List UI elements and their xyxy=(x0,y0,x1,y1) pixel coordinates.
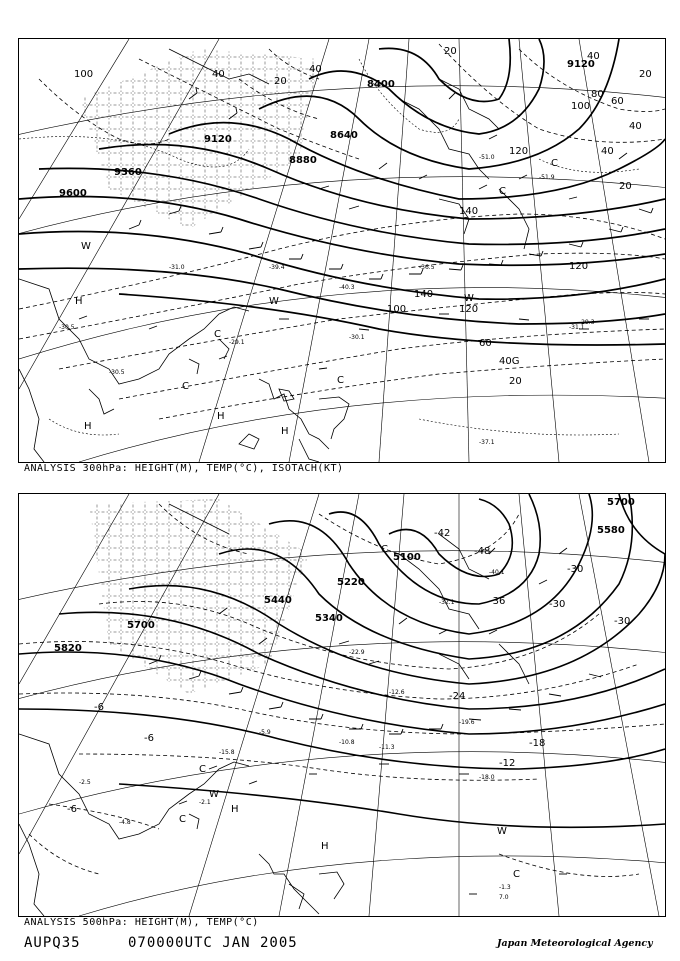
isotach-label: 100 xyxy=(387,304,407,315)
center-marker: H xyxy=(231,804,239,815)
svg-text:-40.1: -40.1 xyxy=(489,569,505,576)
svg-text:-4.8: -4.8 xyxy=(119,819,131,826)
isotach-label: 20 xyxy=(509,376,522,387)
center-marker: W xyxy=(269,296,279,307)
svg-text:-36.5: -36.5 xyxy=(419,264,435,271)
svg-text:-5.9: -5.9 xyxy=(259,729,271,736)
svg-text:-30.5: -30.5 xyxy=(109,369,125,376)
height-label: 5100 xyxy=(393,552,421,563)
isotach-label: 140 xyxy=(459,206,479,217)
height-label: 5700 xyxy=(607,497,635,508)
center-marker: C xyxy=(551,158,558,169)
isotach-label: 40 xyxy=(212,69,225,80)
agency-name: Japan Meteorological Agency xyxy=(497,938,653,949)
svg-text:-51.9: -51.9 xyxy=(539,174,555,181)
height-label: 9360 xyxy=(114,167,142,178)
center-marker: C xyxy=(179,814,186,825)
height-label: 9120 xyxy=(567,59,595,70)
svg-text:-32.1: -32.1 xyxy=(439,599,455,606)
isotach-label: 100 xyxy=(571,101,591,112)
height-label: 5440 xyxy=(264,595,292,606)
isotach-label: 20 xyxy=(274,76,287,87)
map-caption-500hpa: ANALYSIS 500hPa: HEIGHT(M), TEMP(°C) xyxy=(24,917,259,928)
svg-text:7.0: 7.0 xyxy=(499,894,509,901)
isotach-label: 20 xyxy=(639,69,652,80)
isotach-label: 120 xyxy=(509,146,529,157)
analysis-map-300hpa xyxy=(18,38,666,463)
center-marker: H xyxy=(321,841,329,852)
isotach-label: 120 xyxy=(569,261,589,272)
svg-text:-2.5: -2.5 xyxy=(79,779,91,786)
temp-label: -48 xyxy=(474,546,491,557)
svg-text:-19.6: -19.6 xyxy=(459,719,475,726)
svg-text:-37.1: -37.1 xyxy=(479,439,495,446)
height-label: 8880 xyxy=(289,155,317,166)
center-marker: C xyxy=(214,329,221,340)
center-marker: C xyxy=(381,544,388,555)
height-label: 5700 xyxy=(127,620,155,631)
center-marker: C xyxy=(499,186,506,197)
svg-text:-2.1: -2.1 xyxy=(199,799,211,806)
temp-label: -36 xyxy=(489,596,506,607)
isotach-label: 100 xyxy=(74,69,94,80)
svg-text:-1.3: -1.3 xyxy=(499,884,511,891)
height-label: 8640 xyxy=(330,130,358,141)
analysis-map-500hpa xyxy=(18,493,666,917)
map-500hpa-canvas xyxy=(19,494,665,916)
center-marker: W xyxy=(464,293,474,304)
svg-text:-15.8: -15.8 xyxy=(219,749,235,756)
isotach-label: 40 xyxy=(309,64,322,75)
center-marker: C xyxy=(199,764,206,775)
svg-text:-31.1: -31.1 xyxy=(569,324,585,331)
height-label: 5820 xyxy=(54,643,82,654)
isotach-label: 140 xyxy=(414,289,434,300)
temp-label: -30 xyxy=(549,599,566,610)
isotach-label: 60 xyxy=(611,96,624,107)
svg-text:-31.0: -31.0 xyxy=(169,264,185,271)
svg-text:-11.3: -11.3 xyxy=(379,744,395,751)
temp-label: -24 xyxy=(449,691,466,702)
svg-text:-22.9: -22.9 xyxy=(349,649,365,656)
svg-text:-39.4: -39.4 xyxy=(269,264,285,271)
temp-label: -6 xyxy=(67,804,77,815)
center-marker: W xyxy=(81,241,91,252)
center-marker: H xyxy=(84,421,92,432)
isotach-label: 80 xyxy=(591,89,604,100)
center-marker: W xyxy=(209,789,219,800)
center-marker: W xyxy=(497,826,507,837)
temp-label: -18 xyxy=(529,738,546,749)
svg-text:-12.6: -12.6 xyxy=(389,689,405,696)
center-marker: H xyxy=(75,296,83,307)
bulletin-code: AUPQ35 xyxy=(24,935,81,951)
center-marker: C xyxy=(337,375,344,386)
height-label: 5580 xyxy=(597,525,625,536)
isotach-label: 20 xyxy=(619,181,632,192)
svg-text:-29.3: -29.3 xyxy=(579,319,595,326)
center-marker: H xyxy=(217,411,225,422)
temp-label: -42 xyxy=(434,528,451,539)
center-marker: C xyxy=(182,381,189,392)
isotach-label: 40 xyxy=(601,146,614,157)
isotach-label: 20 xyxy=(444,46,457,57)
svg-text:-40.3: -40.3 xyxy=(339,284,355,291)
map-caption-300hpa: ANALYSIS 300hPa: HEIGHT(M), TEMP(°C), ISOTACH(KT) xyxy=(24,463,344,474)
map-300hpa-canvas xyxy=(19,39,665,462)
temp-label: -6 xyxy=(94,702,104,713)
analysis-datetime: 070000UTC JAN 2005 xyxy=(128,935,298,951)
isotach-label: 40 xyxy=(587,51,600,62)
height-label: 9120 xyxy=(204,134,232,145)
temp-label: -30 xyxy=(614,616,631,627)
height-label: 5220 xyxy=(337,577,365,588)
svg-text:-29.1: -29.1 xyxy=(229,339,245,346)
isotach-label: 120 xyxy=(459,304,479,315)
svg-text:-30.1: -30.1 xyxy=(349,334,365,341)
svg-text:-51.0: -51.0 xyxy=(479,154,495,161)
isotach-label: 40 xyxy=(629,121,642,132)
temp-label: -12 xyxy=(499,758,516,769)
temp-label: -6 xyxy=(144,733,154,744)
svg-text:-30.5: -30.5 xyxy=(59,324,75,331)
isotach-label: 40G xyxy=(499,356,520,367)
height-label: 9600 xyxy=(59,188,87,199)
temp-label: -30 xyxy=(567,564,584,575)
center-marker: C xyxy=(513,869,520,880)
height-label: 5340 xyxy=(315,613,343,624)
height-label: 8400 xyxy=(367,79,395,90)
isotach-label: 60 xyxy=(479,338,492,349)
svg-text:-10.8: -10.8 xyxy=(339,739,355,746)
center-marker: H xyxy=(281,426,289,437)
svg-text:-18.0: -18.0 xyxy=(479,774,495,781)
